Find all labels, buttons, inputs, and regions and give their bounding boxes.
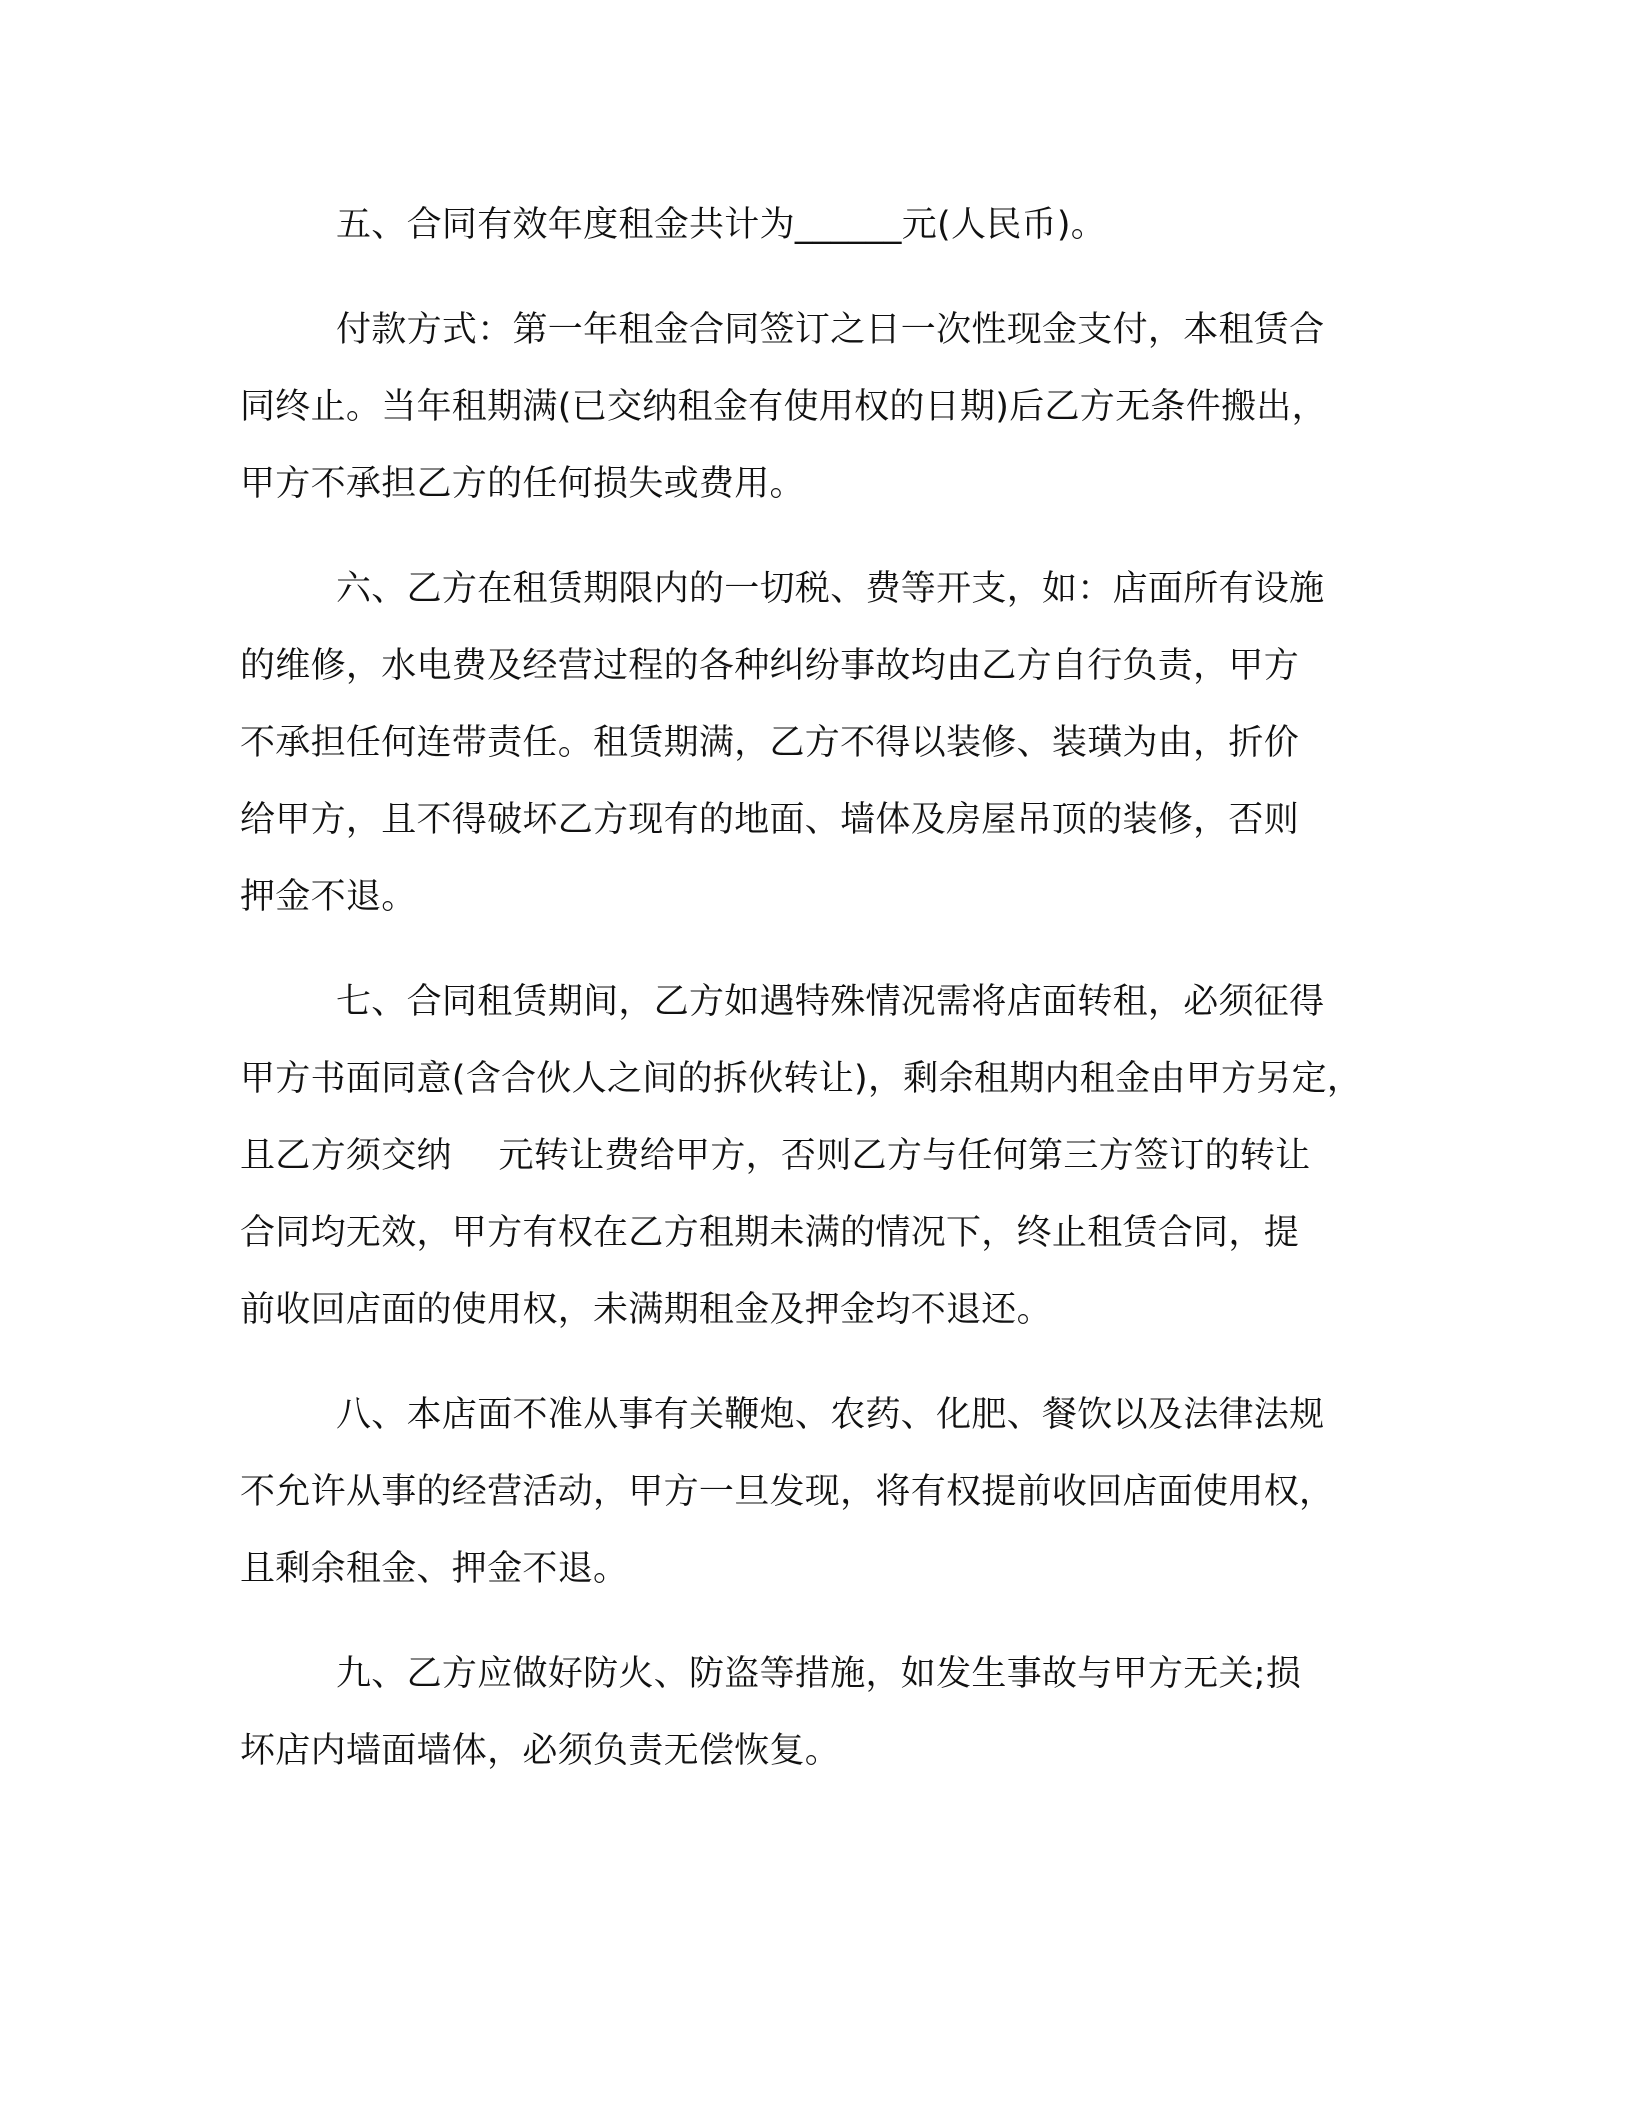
paragraph-line: 付款方式：第一年租金合同签订之日一次性现金支付，本租赁合: [336, 310, 1325, 350]
clause-eight: [240, 1377, 1420, 1608]
clause-six: [240, 551, 1420, 936]
document-body: [240, 187, 1420, 1790]
paragraph-line: 六、乙方在租赁期限内的一切税、费等开支，如：店面所有设施: [336, 569, 1325, 609]
paragraph-line: 不允许从事的经营活动，甲方一旦发现，将有权提前收回店面使用权，: [240, 1472, 1335, 1512]
clause-nine: [240, 1636, 1420, 1790]
paragraph-line: 同终止。当年租期满(已交纳租金有使用权的日期)后乙方无条件搬出，: [240, 387, 1327, 427]
clause-payment: [240, 292, 1420, 523]
paragraph-line: 坏店内墙面墙体，必须负责无偿恢复。: [240, 1731, 841, 1771]
paragraph-line: 合同均无效，甲方有权在乙方租期未满的情况下，终止租赁合同，提: [240, 1213, 1300, 1253]
paragraph-line: 甲方书面同意(含合伙人之间的拆伙转让)，剩余租期内租金由甲方另定，: [240, 1059, 1363, 1099]
paragraph-line: 八、本店面不准从事有关鞭炮、农药、化肥、餐饮以及法律法规: [336, 1395, 1325, 1435]
clause-seven: [240, 964, 1420, 1349]
paragraph-line: 不承担任何连带责任。租赁期满，乙方不得以装修、装璜为由，折价: [240, 723, 1300, 763]
paragraph-line: 给甲方，且不得破坏乙方现有的地面、墙体及房屋吊顶的装修，否则: [240, 800, 1300, 840]
paragraph-line: 的维修，水电费及经营过程的各种纠纷事故均由乙方自行负责，甲方: [240, 646, 1300, 686]
paragraph-line: 押金不退。: [240, 877, 417, 917]
clause-five: [240, 187, 1420, 264]
paragraph-line: 前收回店面的使用权，未满期租金及押金均不退还。: [240, 1290, 1052, 1330]
paragraph-line: 七、合同租赁期间，乙方如遇特殊情况需将店面转租，必须征得: [336, 982, 1325, 1022]
paragraph-line: 且剩余租金、押金不退。: [240, 1549, 629, 1589]
paragraph-line: 甲方不承担乙方的任何损失或费用。: [240, 464, 805, 504]
paragraph-line: 九、乙方应做好防火、防盗等措施，如发生事故与甲方无关;损: [336, 1654, 1302, 1694]
paragraph-line: 且乙方须交纳 元转让费给甲方，否则乙方与任何第三方签订的转让: [240, 1136, 1311, 1176]
paragraph-line: 五、合同有效年度租金共计为______元(人民币)。: [336, 205, 1107, 245]
